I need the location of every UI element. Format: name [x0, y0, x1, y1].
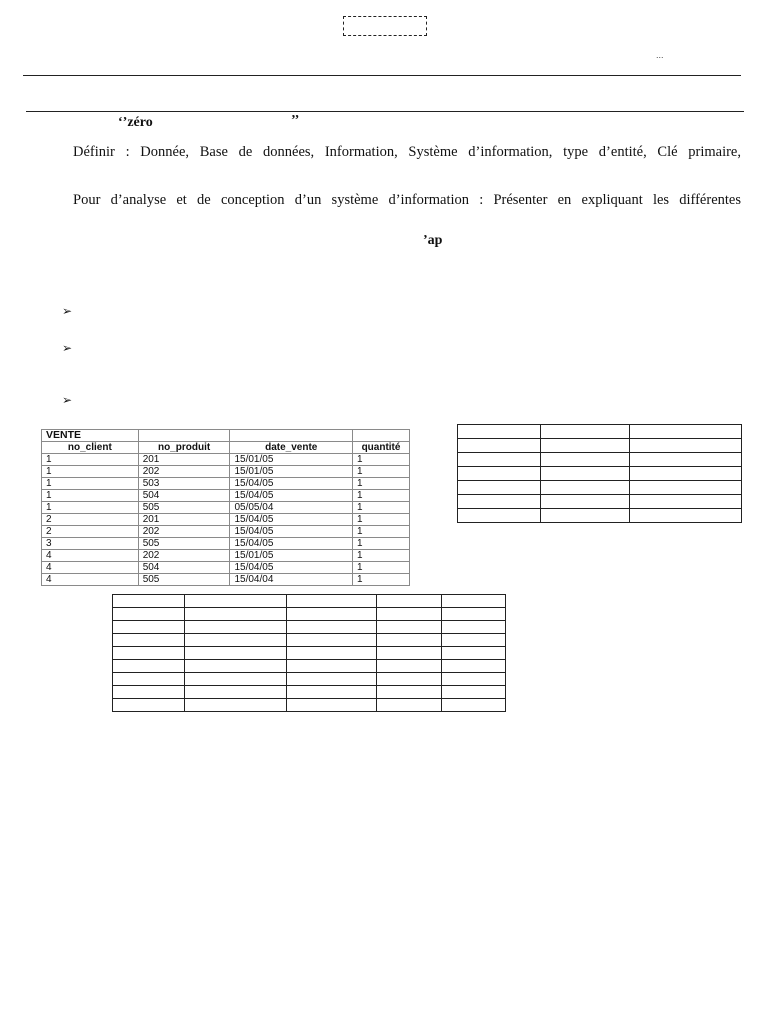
- grid-cell: [377, 673, 442, 686]
- grid-row: [113, 595, 506, 608]
- grid-cell: [442, 634, 506, 647]
- grid-row: [458, 425, 742, 439]
- bullet-arrow-2: ➢: [62, 341, 73, 355]
- table-cell: 1: [353, 454, 410, 466]
- table-row: [42, 478, 410, 490]
- grid-row: [113, 673, 506, 686]
- grid-row: [458, 495, 742, 509]
- table-cell: 1: [353, 526, 410, 538]
- grid-cell: [286, 660, 377, 673]
- table-cell: 15/04/05: [230, 478, 353, 490]
- grid-row: [113, 699, 506, 712]
- table-cell: 1: [42, 454, 139, 466]
- grid-row: [113, 608, 506, 621]
- table-cell: 1: [353, 490, 410, 502]
- table-cell: 1: [353, 538, 410, 550]
- grid-cell: [113, 699, 185, 712]
- table-cell: 15/01/05: [230, 454, 353, 466]
- grid-cell: [458, 467, 541, 481]
- table-row: [42, 550, 410, 562]
- table-row: [42, 466, 410, 478]
- grid-cell: [184, 595, 286, 608]
- table-cell: 504: [138, 562, 230, 574]
- table-cell: 15/04/05: [230, 526, 353, 538]
- grid-cell: [286, 699, 377, 712]
- table-cell: 1: [353, 574, 410, 586]
- grid-cell: [377, 595, 442, 608]
- grid-row: [113, 634, 506, 647]
- table-row: [42, 490, 410, 502]
- vente-title-spacer: [138, 430, 230, 442]
- grid-cell: [458, 495, 541, 509]
- grid-cell: [630, 481, 742, 495]
- grid-cell: [286, 686, 377, 699]
- table-row: [42, 454, 410, 466]
- grid-row: [458, 453, 742, 467]
- grid-cell: [540, 481, 630, 495]
- grid-cell: [540, 509, 630, 523]
- table-cell: 505: [138, 574, 230, 586]
- grid-cell: [540, 495, 630, 509]
- column-header: quantité: [353, 442, 410, 454]
- empty-grid-right: [457, 424, 742, 523]
- grid-cell: [442, 686, 506, 699]
- table-cell: 15/04/04: [230, 574, 353, 586]
- grid-cell: [458, 509, 541, 523]
- table-cell: 2: [42, 514, 139, 526]
- column-header: no_produit: [138, 442, 230, 454]
- grid-cell: [377, 621, 442, 634]
- table-cell: 1: [42, 490, 139, 502]
- grid-cell: [286, 634, 377, 647]
- grid-cell: [458, 481, 541, 495]
- grid-cell: [630, 495, 742, 509]
- table-cell: 3: [42, 538, 139, 550]
- table-cell: 202: [138, 466, 230, 478]
- column-header: date_vente: [230, 442, 353, 454]
- table-cell: 1: [42, 466, 139, 478]
- table-cell: 1: [353, 550, 410, 562]
- grid-cell: [630, 467, 742, 481]
- table-cell: 1: [353, 466, 410, 478]
- table-cell: 1: [353, 562, 410, 574]
- column-header: no_client: [42, 442, 139, 454]
- grid-cell: [113, 621, 185, 634]
- grid-cell: [458, 453, 541, 467]
- table-cell: 201: [138, 454, 230, 466]
- grid-cell: [630, 509, 742, 523]
- grid-cell: [286, 621, 377, 634]
- grid-cell: [113, 673, 185, 686]
- grid-cell: [184, 647, 286, 660]
- question-paragraph-1: Définir : Donnée, Base de données, Information, Système d’information, type d’entité, Clé primaire,: [73, 144, 741, 160]
- grid-cell: [442, 673, 506, 686]
- table-cell: 1: [353, 514, 410, 526]
- table-cell: 503: [138, 478, 230, 490]
- header-divider: [23, 75, 741, 76]
- grid-row: [113, 660, 506, 673]
- grid-row: [458, 467, 742, 481]
- table-cell: 15/04/05: [230, 514, 353, 526]
- section-divider: [26, 111, 744, 112]
- grid-cell: [377, 647, 442, 660]
- grid-cell: [630, 453, 742, 467]
- table-cell: 1: [42, 502, 139, 514]
- grid-cell: [377, 634, 442, 647]
- grid-cell: [113, 660, 185, 673]
- table-cell: 15/04/05: [230, 490, 353, 502]
- grid-cell: [184, 699, 286, 712]
- grid-cell: [113, 608, 185, 621]
- empty-grid-bottom: [112, 594, 506, 712]
- bullet-arrow-1: ➢: [62, 304, 73, 318]
- table-cell: 15/04/05: [230, 562, 353, 574]
- grid-cell: [286, 673, 377, 686]
- grid-cell: [442, 608, 506, 621]
- grid-cell: [540, 453, 630, 467]
- table-cell: 2: [42, 526, 139, 538]
- table-row: [42, 538, 410, 550]
- grid-cell: [540, 467, 630, 481]
- grid-row: [113, 621, 506, 634]
- section-heading-open: ‘’zéro: [118, 115, 153, 130]
- grid-cell: [442, 660, 506, 673]
- bullet-arrow-3: ➢: [62, 393, 73, 407]
- table-row: [42, 526, 410, 538]
- grid-cell: [540, 425, 630, 439]
- grid-row: [113, 686, 506, 699]
- header-ellipsis: ...: [656, 50, 664, 60]
- grid-row: [458, 509, 742, 523]
- grid-cell: [113, 595, 185, 608]
- vente-title-row: [42, 430, 410, 442]
- vente-table: [41, 429, 410, 586]
- table-cell: 504: [138, 490, 230, 502]
- grid-cell: [458, 439, 541, 453]
- table-cell: 201: [138, 514, 230, 526]
- table-cell: 505: [138, 538, 230, 550]
- table-row: [42, 514, 410, 526]
- grid-cell: [113, 647, 185, 660]
- table-row: [42, 502, 410, 514]
- vente-title-spacer: [353, 430, 410, 442]
- section-suffix: ’ap: [423, 233, 443, 248]
- grid-cell: [184, 621, 286, 634]
- grid-row: [113, 647, 506, 660]
- grid-cell: [442, 595, 506, 608]
- table-cell: 4: [42, 574, 139, 586]
- table-cell: 15/01/05: [230, 466, 353, 478]
- grid-cell: [630, 439, 742, 453]
- table-cell: 202: [138, 526, 230, 538]
- grid-cell: [184, 608, 286, 621]
- grid-cell: [184, 673, 286, 686]
- table-cell: 1: [42, 478, 139, 490]
- table-cell: 1: [353, 502, 410, 514]
- grid-cell: [113, 634, 185, 647]
- table-cell: 15/04/05: [230, 538, 353, 550]
- grid-row: [458, 439, 742, 453]
- grid-cell: [286, 595, 377, 608]
- grid-row: [458, 481, 742, 495]
- table-cell: 202: [138, 550, 230, 562]
- grid-cell: [377, 686, 442, 699]
- vente-header-row: [42, 442, 410, 454]
- table-cell: 4: [42, 562, 139, 574]
- table-cell: 15/01/05: [230, 550, 353, 562]
- grid-cell: [286, 608, 377, 621]
- grid-cell: [113, 686, 185, 699]
- grid-cell: [377, 608, 442, 621]
- grid-cell: [184, 686, 286, 699]
- vente-table-title: VENTE: [42, 430, 139, 442]
- grid-cell: [458, 425, 541, 439]
- question-paragraph-2: Pour d’analyse et de conception d’un système d’information : Présenter en expliquant les différentes: [73, 192, 741, 208]
- table-cell: 505: [138, 502, 230, 514]
- table-cell: 1: [353, 478, 410, 490]
- vente-title-spacer: [230, 430, 353, 442]
- grid-cell: [184, 634, 286, 647]
- table-cell: 4: [42, 550, 139, 562]
- grid-cell: [377, 699, 442, 712]
- table-row: [42, 574, 410, 586]
- grid-cell: [377, 660, 442, 673]
- table-row: [42, 562, 410, 574]
- grid-cell: [442, 621, 506, 634]
- grid-cell: [540, 439, 630, 453]
- vente-table-body: [42, 454, 410, 586]
- grid-cell: [286, 647, 377, 660]
- grid-cell: [442, 699, 506, 712]
- table-cell: 05/05/04: [230, 502, 353, 514]
- grid-cell: [184, 660, 286, 673]
- grid-cell: [442, 647, 506, 660]
- header-placeholder-box: [343, 16, 427, 36]
- grid-cell: [630, 425, 742, 439]
- section-heading-close: ’’: [291, 113, 300, 128]
